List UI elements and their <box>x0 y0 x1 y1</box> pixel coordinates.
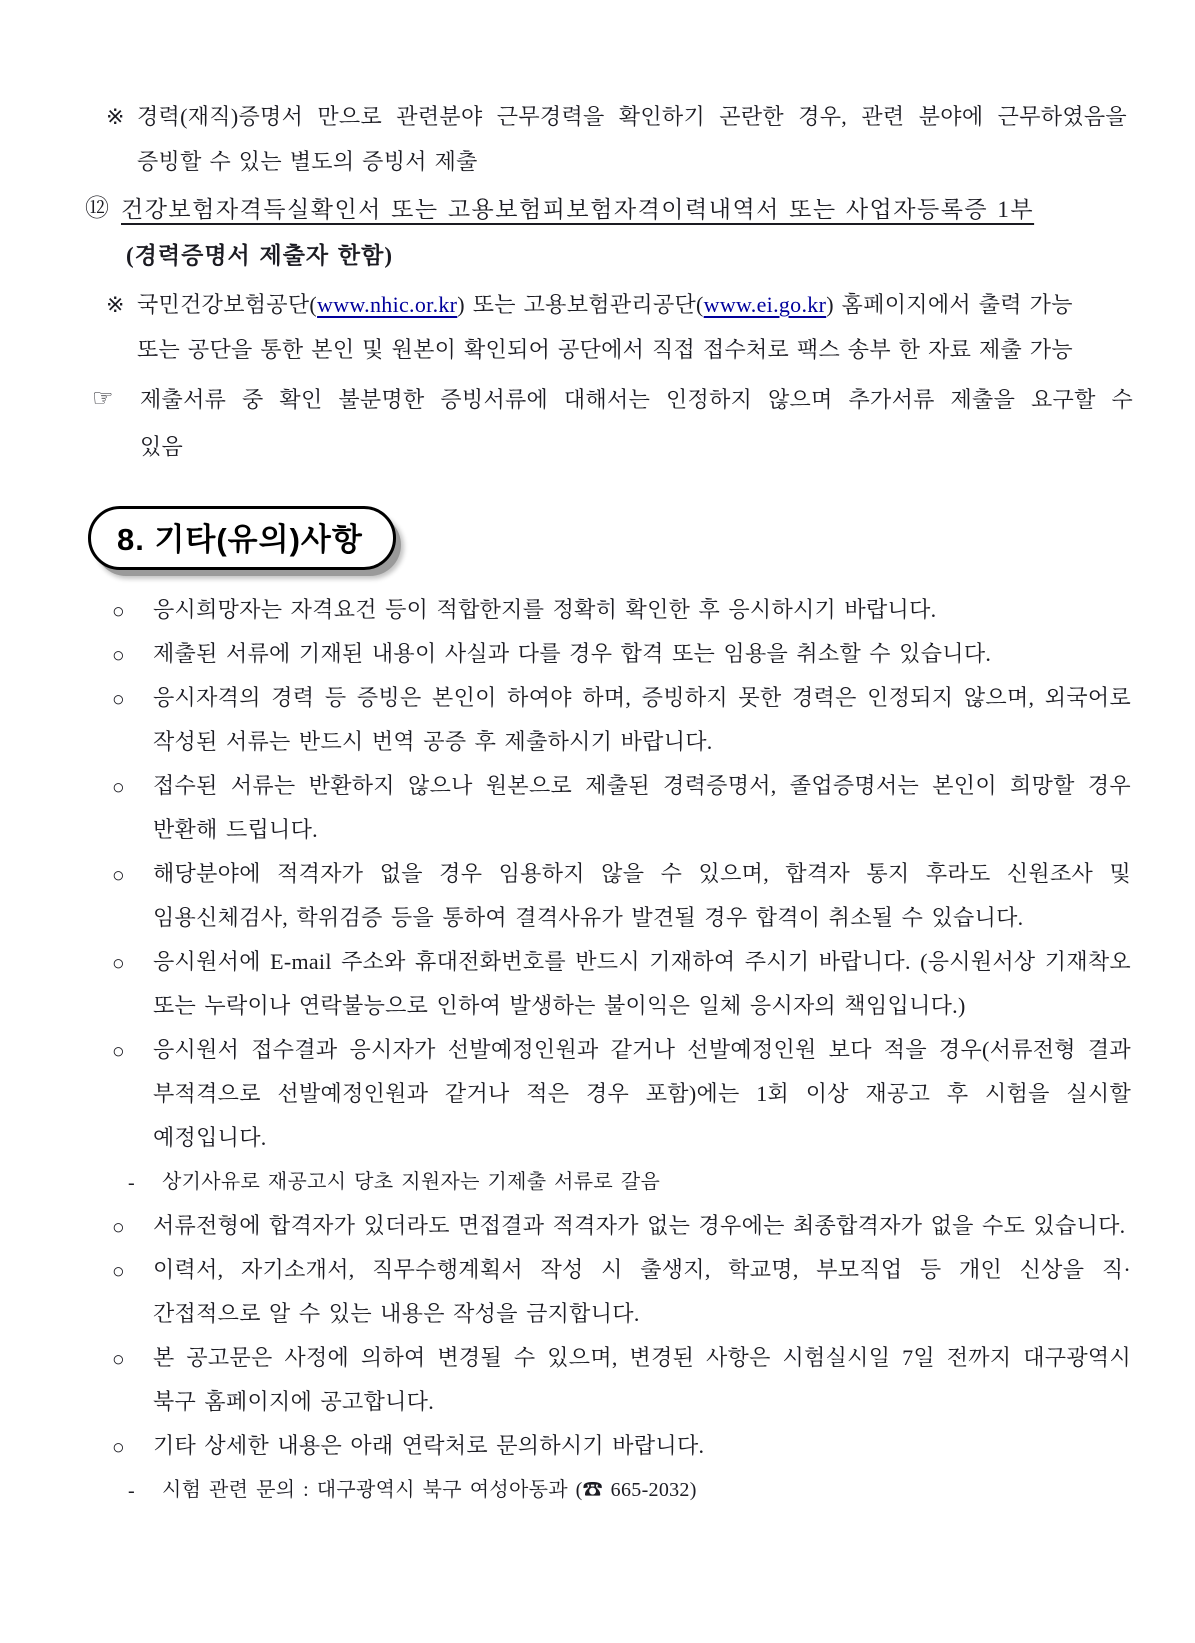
notice-text: 접수된 서류는 반환하지 않으나 원본으로 제출된 경력증명서, 졸업증명서는 본인이 희망할 경우 반환해 드립니다. <box>153 773 1131 842</box>
notice-item-personal-info-ban <box>0 1248 1195 1336</box>
note-career-certificate-text: 경력(재직)증명서 만으로 관련분야 근무경력을 확인하기 곤란한 경우, 관련 분야에 근무하였음을 증빙할 수 있는 별도의 증빙서 제출 <box>137 104 1127 174</box>
notice-item-document-return <box>0 764 1195 852</box>
circle-bullet-icon: ○ <box>112 1347 125 1371</box>
note-insurance-websites <box>0 282 1195 372</box>
item-12-insurance-documents <box>0 186 1195 233</box>
section-8-title: 8. 기타(유의)사항 <box>88 506 396 570</box>
dash-bullet-icon: - <box>128 1480 135 1502</box>
nhic-website-link[interactable]: www.nhic.or.kr <box>317 292 458 317</box>
circled-12-icon: ⑫ <box>85 196 111 222</box>
notice-text: 상기사유로 재공고시 당초 지원자는 기제출 서류로 갈음 <box>162 1171 661 1193</box>
notice-text: 시험 관련 문의 : 대구광역시 북구 여성아동과 (☎ 665-2032) <box>162 1479 697 1501</box>
notice-item-false-info <box>0 632 1195 676</box>
notice-item-reannouncement <box>0 1028 1195 1160</box>
note-websites-part2: ) 또는 고용보험관리공단( <box>457 292 704 317</box>
circle-bullet-icon: ○ <box>112 863 125 887</box>
reference-mark-icon: ※ <box>106 104 125 129</box>
notice-subitem-exam-contact <box>0 1468 1195 1512</box>
circle-bullet-icon: ○ <box>112 1259 125 1283</box>
circle-bullet-icon: ○ <box>112 1039 125 1063</box>
section-8-header-wrap <box>88 506 1195 570</box>
notice-text: 기타 상세한 내용은 아래 연락처로 문의하시기 바랍니다. <box>153 1433 705 1458</box>
notice-subitem-reannouncement-docs <box>0 1160 1195 1204</box>
note-websites-part1: 국민건강보험공단( <box>137 292 318 317</box>
notice-item-applicant-check <box>0 588 1195 632</box>
circle-bullet-icon: ○ <box>112 1435 125 1459</box>
reference-mark-icon: ※ <box>106 292 125 317</box>
notice-text: 해당분야에 적격자가 없을 경우 임용하지 않을 수 있으며, 합격자 통지 후라도 신원조사 및 임용신체검사, 학위검증 등을 통하여 결격사유가 발견될 경우 합격이 취소될 수 있습니다. <box>153 861 1131 930</box>
notice-text: 제출된 서류에 기재된 내용이 사실과 다를 경우 합격 또는 임용을 취소할 수 있습니다. <box>153 641 992 666</box>
note-websites-part3: ) 홈페이지에서 출력 가능 <box>826 292 1073 317</box>
notice-item-no-qualified <box>0 852 1195 940</box>
notice-text: 이력서, 자기소개서, 직무수행계획서 작성 시 출생지, 학교명, 부모직업 등 개인 신상을 직·간접적으로 알 수 있는 내용은 작성을 금지합니다. <box>153 1257 1131 1326</box>
notice-item-no-final-pass <box>0 1204 1195 1248</box>
notice-text: 본 공고문은 사정에 의하여 변경될 수 있으며, 변경된 사항은 시험실시일 7일 전까지 대구광역시 북구 홈페이지에 공고합니다. <box>153 1345 1131 1414</box>
notice-text: 서류전형에 합격자가 있더라도 면접결과 적격자가 없는 경우에는 최종합격자가 없을 수도 있습니다. <box>153 1213 1126 1238</box>
notice-text: 응시희망자는 자격요건 등이 적합한지를 정확히 확인한 후 응시하시기 바랍니다. <box>153 597 937 622</box>
notice-item-email-phone <box>0 940 1195 1028</box>
circle-bullet-icon: ○ <box>112 599 125 623</box>
circle-bullet-icon: ○ <box>112 951 125 975</box>
item-12-bold-note: (경력증명서 제출자 한함) <box>126 243 393 268</box>
note-websites-line2: 또는 공단을 통한 본인 및 원본이 확인되어 공단에서 직접 접수처로 팩스 송부 한 자료 제출 가능 <box>137 337 1073 362</box>
notice-text: 응시원서 접수결과 응시자가 선발예정인원과 같거나 선발예정인원 보다 적을 경우(서류전형 결과 부적격으로 선발예정인원과 같거나 적은 경우 포함)에는 1회 이상 재공고 후 시험을 실시할 예정입니다. <box>153 1037 1131 1150</box>
note-websites-line1 <box>137 292 1073 317</box>
note-unclear-documents <box>0 376 1195 470</box>
circle-bullet-icon: ○ <box>112 687 125 711</box>
note-career-certificate <box>0 94 1195 184</box>
document-content <box>0 94 1195 1512</box>
dash-bullet-icon: - <box>128 1172 135 1194</box>
notice-item-career-proof <box>0 676 1195 764</box>
ei-website-link[interactable]: www.ei.go.kr <box>703 292 827 317</box>
circle-bullet-icon: ○ <box>112 775 125 799</box>
circle-bullet-icon: ○ <box>112 1215 125 1239</box>
pointing-hand-icon: ☞ <box>92 386 114 412</box>
notice-item-contact-below <box>0 1424 1195 1468</box>
notice-text: 응시원서에 E-mail 주소와 휴대전화번호를 반드시 기재하여 주시기 바랍니다. (응시원서상 기재착오 또는 누락이나 연락불능으로 인하여 발생하는 불이익은 일체 응시자의 책임입니다.) <box>153 949 1131 1018</box>
note-unclear-documents-text: 제출서류 중 확인 불분명한 증빙서류에 대해서는 인정하지 않으며 추가서류 제출을 요구할 수 있음 <box>140 387 1133 459</box>
circle-bullet-icon: ○ <box>112 643 125 667</box>
notice-text: 응시자격의 경력 등 증빙은 본인이 하여야 하며, 증빙하지 못한 경력은 인정되지 않으며, 외국어로 작성된 서류는 반드시 번역 공증 후 제출하시기 바랍니다. <box>153 685 1131 754</box>
other-notices-list <box>0 588 1195 1512</box>
notice-item-announcement-change <box>0 1336 1195 1424</box>
item-12-underlined-text: 건강보험자격득실확인서 또는 고용보험피보험자격이력내역서 또는 사업자등록증 1부 <box>121 197 1035 222</box>
